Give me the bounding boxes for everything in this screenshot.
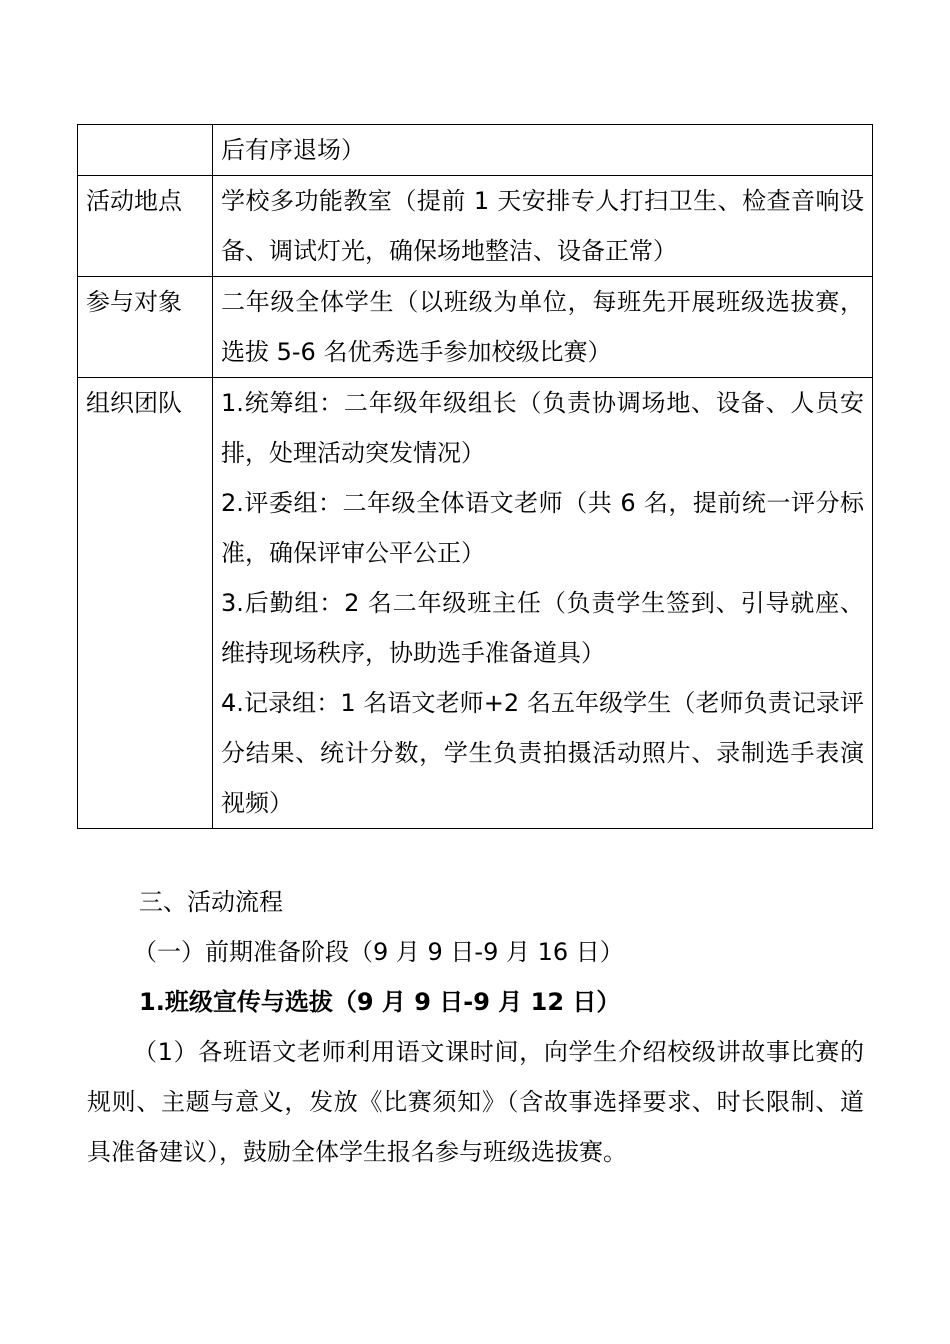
row-content: [213, 277, 873, 378]
content-line: 后有序退场）: [221, 136, 365, 164]
content-line: 2.评委组：二年级全体语文老师（共 6 名，提前统一评分标准，确保评审公平公正）: [221, 489, 864, 567]
row-content: [213, 176, 873, 277]
content-line: 4.记录组：1 名语文老师+2 名五年级学生（老师负责记录评分结果、统计分数，学生负责拍摄活动照片、录制选手表演视频）: [221, 689, 864, 817]
table-row: [78, 378, 873, 829]
row-content: [213, 125, 873, 176]
item-heading: 1.班级宣传与选拔（9 月 9 日-9 月 12 日）: [139, 988, 621, 1016]
table-row: [78, 277, 873, 378]
activity-info-table: [77, 124, 873, 829]
content-line: 1.统筹组：二年级年级组长（负责协调场地、设备、人员安排，处理活动突发情况）: [221, 389, 864, 467]
body-paragraph: （1）各班语文老师利用语文课时间，向学生介绍校级讲故事比赛的规则、主题与意义，发放《比赛须知》（含故事选择要求、时长限制、道具准备建议），鼓励全体学生报名参与班级选拔赛。: [87, 1038, 864, 1166]
row-label: 活动地点: [78, 176, 213, 277]
content-line: 二年级全体学生（以班级为单位，每班先开展班级选拔赛，选拔 5-6 名优秀选手参加校级比赛）: [221, 288, 864, 366]
content-line: 学校多功能教室（提前 1 天安排专人打扫卫生、检查音响设备、调试灯光，确保场地整洁、设备正常）: [221, 187, 864, 265]
row-content: [213, 378, 873, 829]
section-heading: 三、活动流程: [139, 888, 283, 916]
stage-heading: （一）前期准备阶段（9 月 9 日-9 月 16 日）: [133, 938, 624, 966]
content-line: 3.后勤组：2 名二年级班主任（负责学生签到、引导就座、维持现场秩序，协助选手准备道具）: [221, 589, 864, 667]
row-label: 组织团队: [78, 378, 213, 829]
document-body: [87, 877, 864, 1177]
table-row: [78, 125, 873, 176]
row-label: 参与对象: [78, 277, 213, 378]
row-label: [78, 125, 213, 176]
table-row: [78, 176, 873, 277]
